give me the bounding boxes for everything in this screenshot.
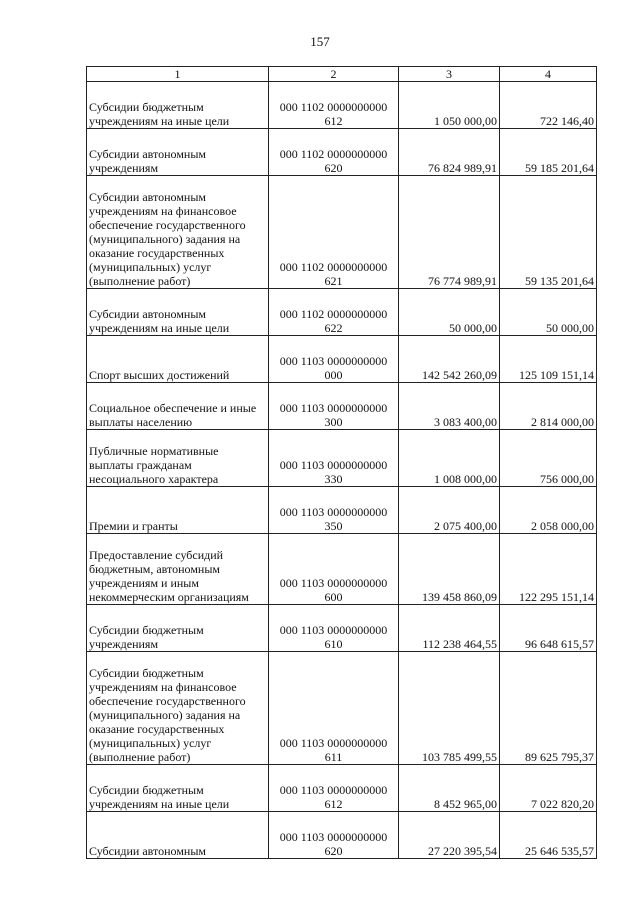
row-code: 000 1102 0000000000 612 [269, 82, 399, 129]
row-code: 000 1103 0000000000 620 [269, 812, 399, 859]
row-value-2: 7 022 820,20 [500, 765, 597, 812]
row-code: 000 1103 0000000000 300 [269, 383, 399, 430]
budget-table [86, 66, 597, 859]
row-value-2: 722 146,40 [500, 82, 597, 129]
page-number: 157 [310, 34, 330, 49]
row-value-1: 112 238 464,55 [399, 605, 500, 652]
row-value-2: 2 814 000,00 [500, 383, 597, 430]
row-code: 000 1103 0000000000 600 [269, 534, 399, 605]
row-name: Субсидии автономным учреждениям [87, 129, 269, 176]
table-header-row [87, 67, 597, 82]
row-code: 000 1103 0000000000 000 [269, 336, 399, 383]
table-row [87, 336, 597, 383]
table-row [87, 765, 597, 812]
row-name: Субсидии бюджетным учреждениям на финансовое обеспечение государственного (муниципального) задания на оказание государственных (муниципальных) услуг (выполнение работ) [87, 652, 269, 765]
column-header: 1 [87, 67, 269, 82]
table-row [87, 176, 597, 289]
row-value-2: 25 646 535,57 [500, 812, 597, 859]
row-code: 000 1102 0000000000 621 [269, 176, 399, 289]
row-code: 000 1103 0000000000 330 [269, 430, 399, 487]
table-row [87, 652, 597, 765]
row-value-1: 2 075 400,00 [399, 487, 500, 534]
row-value-1: 50 000,00 [399, 289, 500, 336]
column-header: 3 [399, 67, 500, 82]
table-row [87, 129, 597, 176]
row-name: Субсидии бюджетным учреждениям на иные цели [87, 82, 269, 129]
row-code: 000 1102 0000000000 622 [269, 289, 399, 336]
row-code: 000 1103 0000000000 611 [269, 652, 399, 765]
row-value-1: 76 774 989,91 [399, 176, 500, 289]
row-value-1: 27 220 395,54 [399, 812, 500, 859]
row-value-1: 1 008 000,00 [399, 430, 500, 487]
row-value-2: 125 109 151,14 [500, 336, 597, 383]
row-value-2: 122 295 151,14 [500, 534, 597, 605]
row-value-1: 139 458 860,09 [399, 534, 500, 605]
row-name: Субсидии автономным учреждениям на финансовое обеспечение государственного (муниципального) задания на оказание государственных (муниципальных) услуг (выполнение работ) [87, 176, 269, 289]
row-value-1: 76 824 989,91 [399, 129, 500, 176]
table-row [87, 534, 597, 605]
row-code: 000 1103 0000000000 350 [269, 487, 399, 534]
row-name: Публичные нормативные выплаты гражданам несоциального характера [87, 430, 269, 487]
row-code: 000 1102 0000000000 620 [269, 129, 399, 176]
column-header: 2 [269, 67, 399, 82]
row-code: 000 1103 0000000000 610 [269, 605, 399, 652]
row-value-2: 50 000,00 [500, 289, 597, 336]
table-row [87, 82, 597, 129]
row-value-1: 142 542 260,09 [399, 336, 500, 383]
row-value-2: 59 135 201,64 [500, 176, 597, 289]
table-row [87, 605, 597, 652]
table-row [87, 487, 597, 534]
row-name: Предоставление субсидий бюджетным, автономным учреждениям и иным некоммерческим организациям [87, 534, 269, 605]
column-header: 4 [500, 67, 597, 82]
table-row [87, 289, 597, 336]
row-value-2: 59 185 201,64 [500, 129, 597, 176]
row-value-1: 8 452 965,00 [399, 765, 500, 812]
table-row [87, 430, 597, 487]
row-name: Спорт высших достижений [87, 336, 269, 383]
row-name: Субсидии автономным учреждениям на иные цели [87, 289, 269, 336]
row-name: Социальное обеспечение и иные выплаты населению [87, 383, 269, 430]
table-row [87, 812, 597, 859]
row-value-1: 3 083 400,00 [399, 383, 500, 430]
table-row [87, 383, 597, 430]
row-name: Субсидии бюджетным учреждениям на иные цели [87, 765, 269, 812]
row-name: Субсидии автономным [87, 812, 269, 859]
row-name: Субсидии бюджетным учреждениям [87, 605, 269, 652]
row-value-2: 2 058 000,00 [500, 487, 597, 534]
row-value-2: 96 648 615,57 [500, 605, 597, 652]
row-code: 000 1103 0000000000 612 [269, 765, 399, 812]
row-name: Премии и гранты [87, 487, 269, 534]
row-value-1: 1 050 000,00 [399, 82, 500, 129]
row-value-2: 89 625 795,37 [500, 652, 597, 765]
row-value-2: 756 000,00 [500, 430, 597, 487]
row-value-1: 103 785 499,55 [399, 652, 500, 765]
